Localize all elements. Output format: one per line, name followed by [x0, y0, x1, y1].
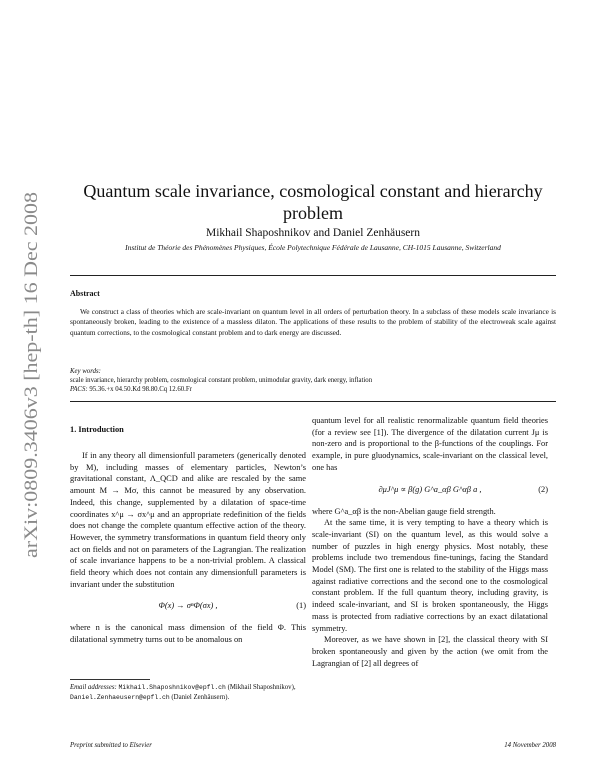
equation-2-expression: ∂μJ^μ ∝ β(g) G^a_αβ G^αβ a ,: [378, 484, 482, 494]
left-paragraph-1: If in any theory all dimensionfull parameters (generically denoted by M), including masses of elementary particles, Newton’s gravitational constant, Λ_QCD and alike are rescaled by the same amount M → Mσ, this cannot be measured by any observation. Indeed, this change, supplemented by a dilatation of space-time coordinates x^μ → σx^μ and an appropriate redefinition of the fields does not change the complete quantum effective action of the theory. However, the symmetry transformations in quantum field theory only act on fields and not on parameters of the Lagrangian. The realization of scale invariance happens to be a non-trivial problem. A classical field theory which does not contain any dimensionfull parameters is invariant under the substitution: [70, 451, 306, 589]
right-paragraph-1: quantum level for all realistic renormalizable quantum field theories (for a review see [1]). The divergence of the dilatation current Jμ is non-zero and is proportional to the β-functions of the couplings. For example, in pure gluodynamics, scale-invariant on the classical level, one has: [312, 416, 548, 472]
preprint-note: Preprint submitted to Elsevier: [70, 742, 152, 749]
equation-1-expression: Φ(x) → σⁿΦ(σx) ,: [158, 601, 218, 611]
equation-1-number: (1): [296, 601, 306, 611]
right-column: [312, 415, 548, 669]
equation-2: [312, 479, 548, 501]
abstract-bottom-rule: [70, 401, 556, 402]
authors: Mikhail Shaposhnikov and Daniel Zenhäusern: [206, 227, 420, 239]
pacs-label: PACS:: [70, 386, 88, 393]
abstract-top-rule: [70, 275, 556, 276]
right-paragraph-4: Moreover, as we have shown in [2], the classical theory with SI broken spontaneously and given by the action (we omit from the Lagrangian of [2] all degrees of: [312, 635, 548, 668]
arxiv-stamp-text: arXiv:0809.3406v3 [hep-th] 16 Dec 2008: [21, 241, 42, 558]
footnote-label: Email addresses:: [70, 684, 117, 691]
footnote-name-2: (Daniel Zenhäusern).: [171, 693, 230, 701]
pacs: [70, 386, 192, 393]
footnote: [70, 683, 306, 702]
equation-1: [70, 595, 306, 617]
left-column: [70, 450, 306, 646]
abstract-heading: Abstract: [70, 289, 100, 298]
title-line-2: problem: [283, 203, 343, 223]
footnote-name-1: (Mikhail Shaposhnikov),: [227, 684, 296, 691]
section-heading: 1. Introduction: [70, 425, 124, 434]
footnote-email-1[interactable]: Mikhail.Shaposhnikov@epfl.ch: [118, 684, 226, 691]
footnote-email-2[interactable]: Daniel.Zenhaeusern@epfl.ch: [70, 693, 170, 701]
equation-2-number: (2): [538, 484, 548, 494]
affiliation: Institut de Théorie des Phénomènes Physiques, École Polytechnique Fédérale de Lausanne, CH-1015 Lausanne, Switzerland: [125, 243, 501, 252]
abstract-text: We construct a class of theories which are scale-invariant on quantum level in all orders of perturbation theory. In a subclass of these models scale invariance is spontaneously broken, leading to the existence of a massless dilaton. The applications of these results to the problem of stability of the electroweak scale against quantum corrections, to the cosmological constant problem and to dark energy are discussed.: [70, 307, 556, 337]
pacs-values: 95.36.+x 04.50.Kd 98.80.Cq 12.60.Fr: [89, 386, 192, 393]
paper-title: [70, 180, 556, 224]
right-paragraph-3: At the same time, it is very tempting to have a theory which is scale-invariant (SI) on the quantum level, as this would solve a number of puzzles in high energy physics. Most notably, these problems include two tremendous fine-tunings, facing the Standard Model (SM). The first one is related to the stability of the Higgs mass against radiative corrections and the second one to the cosmological constant problem. If the full quantum theory, including gravity, is indeed scale-invariant, and SI is broken spontaneously, the Higgs mass is protected from radiative corrections by an exact dilatational symmetry.: [312, 518, 548, 633]
title-line-1: Quantum scale invariance, cosmological constant and hierarchy: [83, 181, 543, 201]
keywords-heading: Key words:: [70, 368, 101, 375]
arxiv-stamp: [10, 190, 50, 560]
submission-date: 14 November 2008: [504, 742, 556, 749]
left-paragraph-2: where n is the canonical mass dimension of the field Φ. This dilatational symmetry turns out to be anomalous on: [70, 623, 306, 645]
keywords: scale invariance, hierarchy problem, cosmological constant problem, unimodular gravity, dark energy, inflation: [70, 377, 373, 384]
right-paragraph-2: where G^a_αβ is the non-Abelian gauge field strength.: [312, 506, 496, 516]
footnote-rule: [70, 679, 150, 680]
